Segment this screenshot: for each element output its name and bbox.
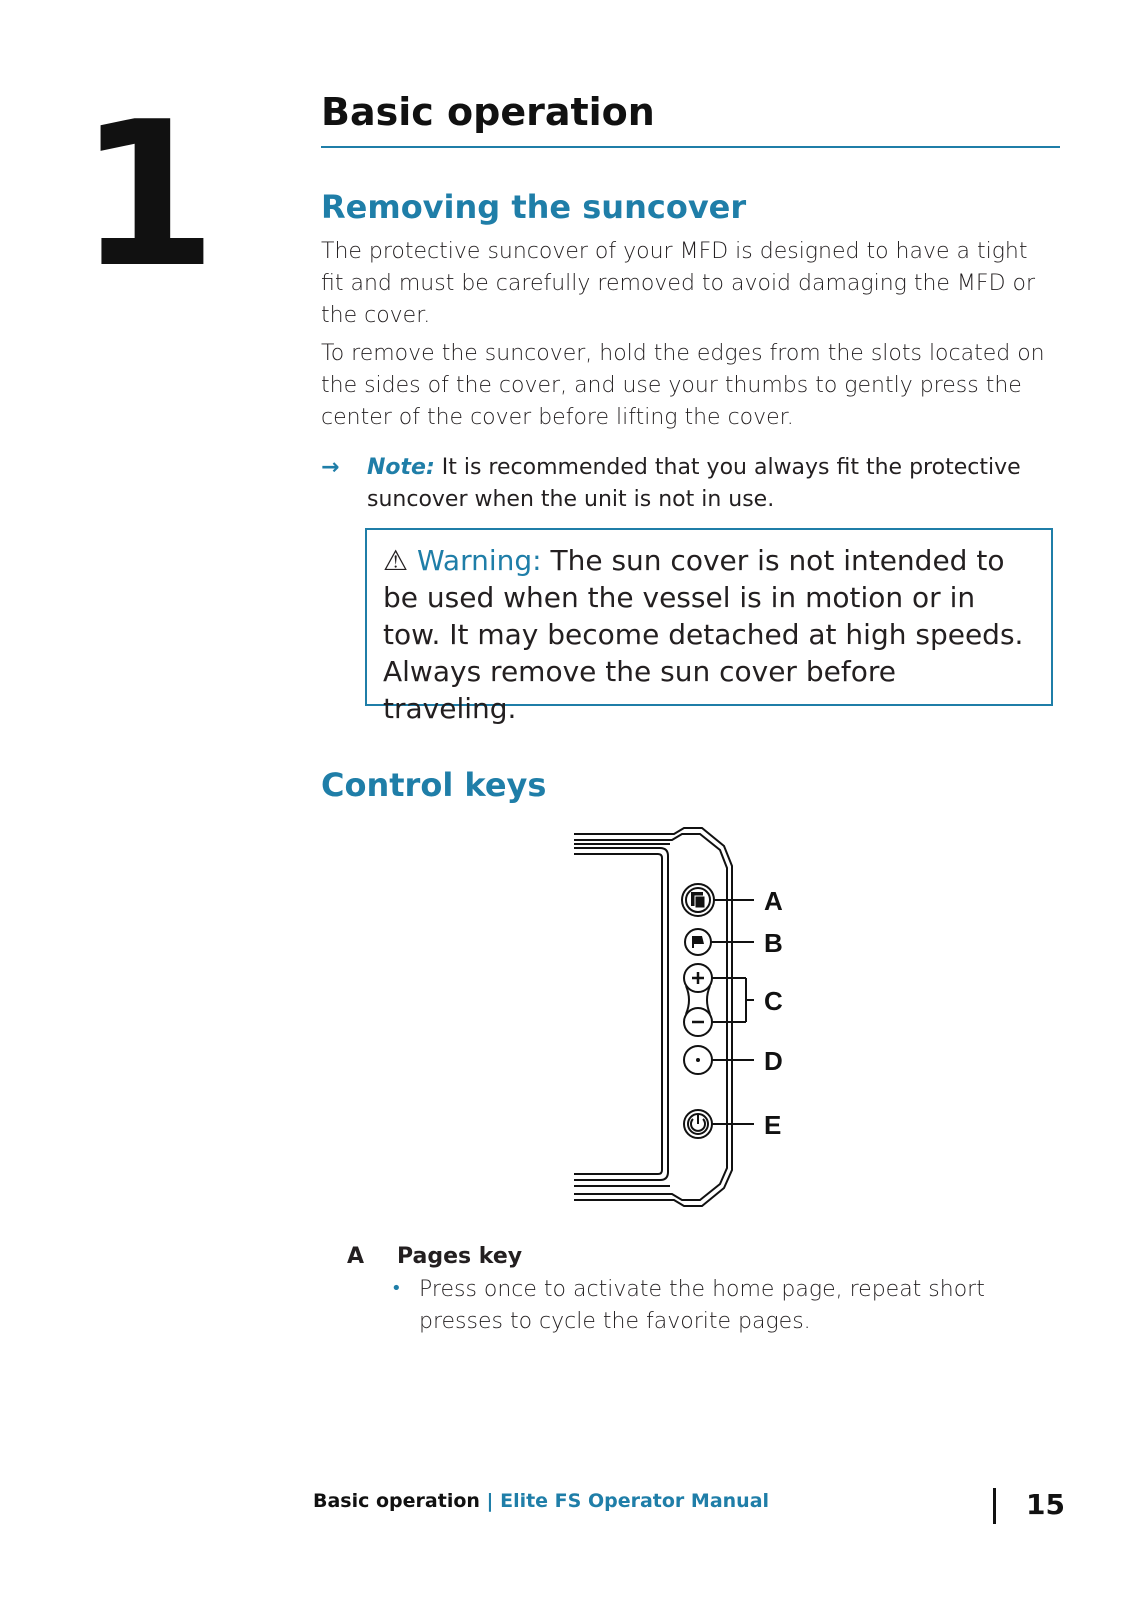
warning-body: The sun cover is not intended to be used when the vessel is in motion or in tow. It may become detached at high speeds. Always remove the sun cover before traveling. bbox=[383, 544, 1024, 725]
chapter-title: Basic operation bbox=[321, 90, 655, 134]
page-number: 15 bbox=[1026, 1488, 1065, 1521]
arrow-right-icon: → bbox=[321, 455, 340, 480]
note-body: It is recommended that you always fit the protective suncover when the unit is not in use. bbox=[367, 455, 1021, 512]
chapter-number: 1 bbox=[78, 79, 214, 312]
diagram-label-e: E bbox=[764, 1110, 782, 1140]
footer-section: Basic operation bbox=[313, 1490, 480, 1512]
warning-text bbox=[383, 542, 1033, 727]
note-label: Note: bbox=[367, 455, 435, 480]
bullet-icon: • bbox=[391, 1278, 402, 1299]
warning-label: Warning: bbox=[417, 544, 542, 577]
note-text bbox=[367, 452, 1047, 516]
suncover-paragraph-1: The protective suncover of your MFD is designed to have a tight fit and must be carefully removed to avoid damaging the MFD or the cover. bbox=[321, 239, 1036, 328]
control-keys-heading: Control keys bbox=[321, 766, 547, 804]
key-name: Pages key bbox=[397, 1244, 523, 1269]
suncover-paragraph-2: To remove the suncover, hold the edges from the slots located on the sides of the cover, and use your thumbs to gently press the center of the cover before lifting the cover. bbox=[321, 341, 1045, 430]
key-letter: A bbox=[347, 1244, 365, 1269]
key-description: Press once to activate the home page, repeat short presses to cycle the favorite pages. bbox=[419, 1277, 985, 1334]
warning-icon: ⚠ bbox=[383, 544, 409, 577]
footer-separator: | bbox=[479, 1490, 501, 1512]
footer-text bbox=[313, 1490, 769, 1512]
diagram-label-c: C bbox=[764, 986, 783, 1016]
title-rule bbox=[321, 146, 1060, 148]
diagram-label-b: B bbox=[764, 928, 783, 958]
diagram-label-a: A bbox=[764, 886, 783, 916]
footer-divider bbox=[993, 1488, 996, 1524]
control-keys-diagram bbox=[574, 826, 814, 1210]
footer-manual-title: Elite FS Operator Manual bbox=[500, 1490, 770, 1512]
diagram-label-d: D bbox=[764, 1046, 783, 1076]
warning-box bbox=[365, 528, 1053, 725]
suncover-heading: Removing the suncover bbox=[321, 188, 747, 226]
